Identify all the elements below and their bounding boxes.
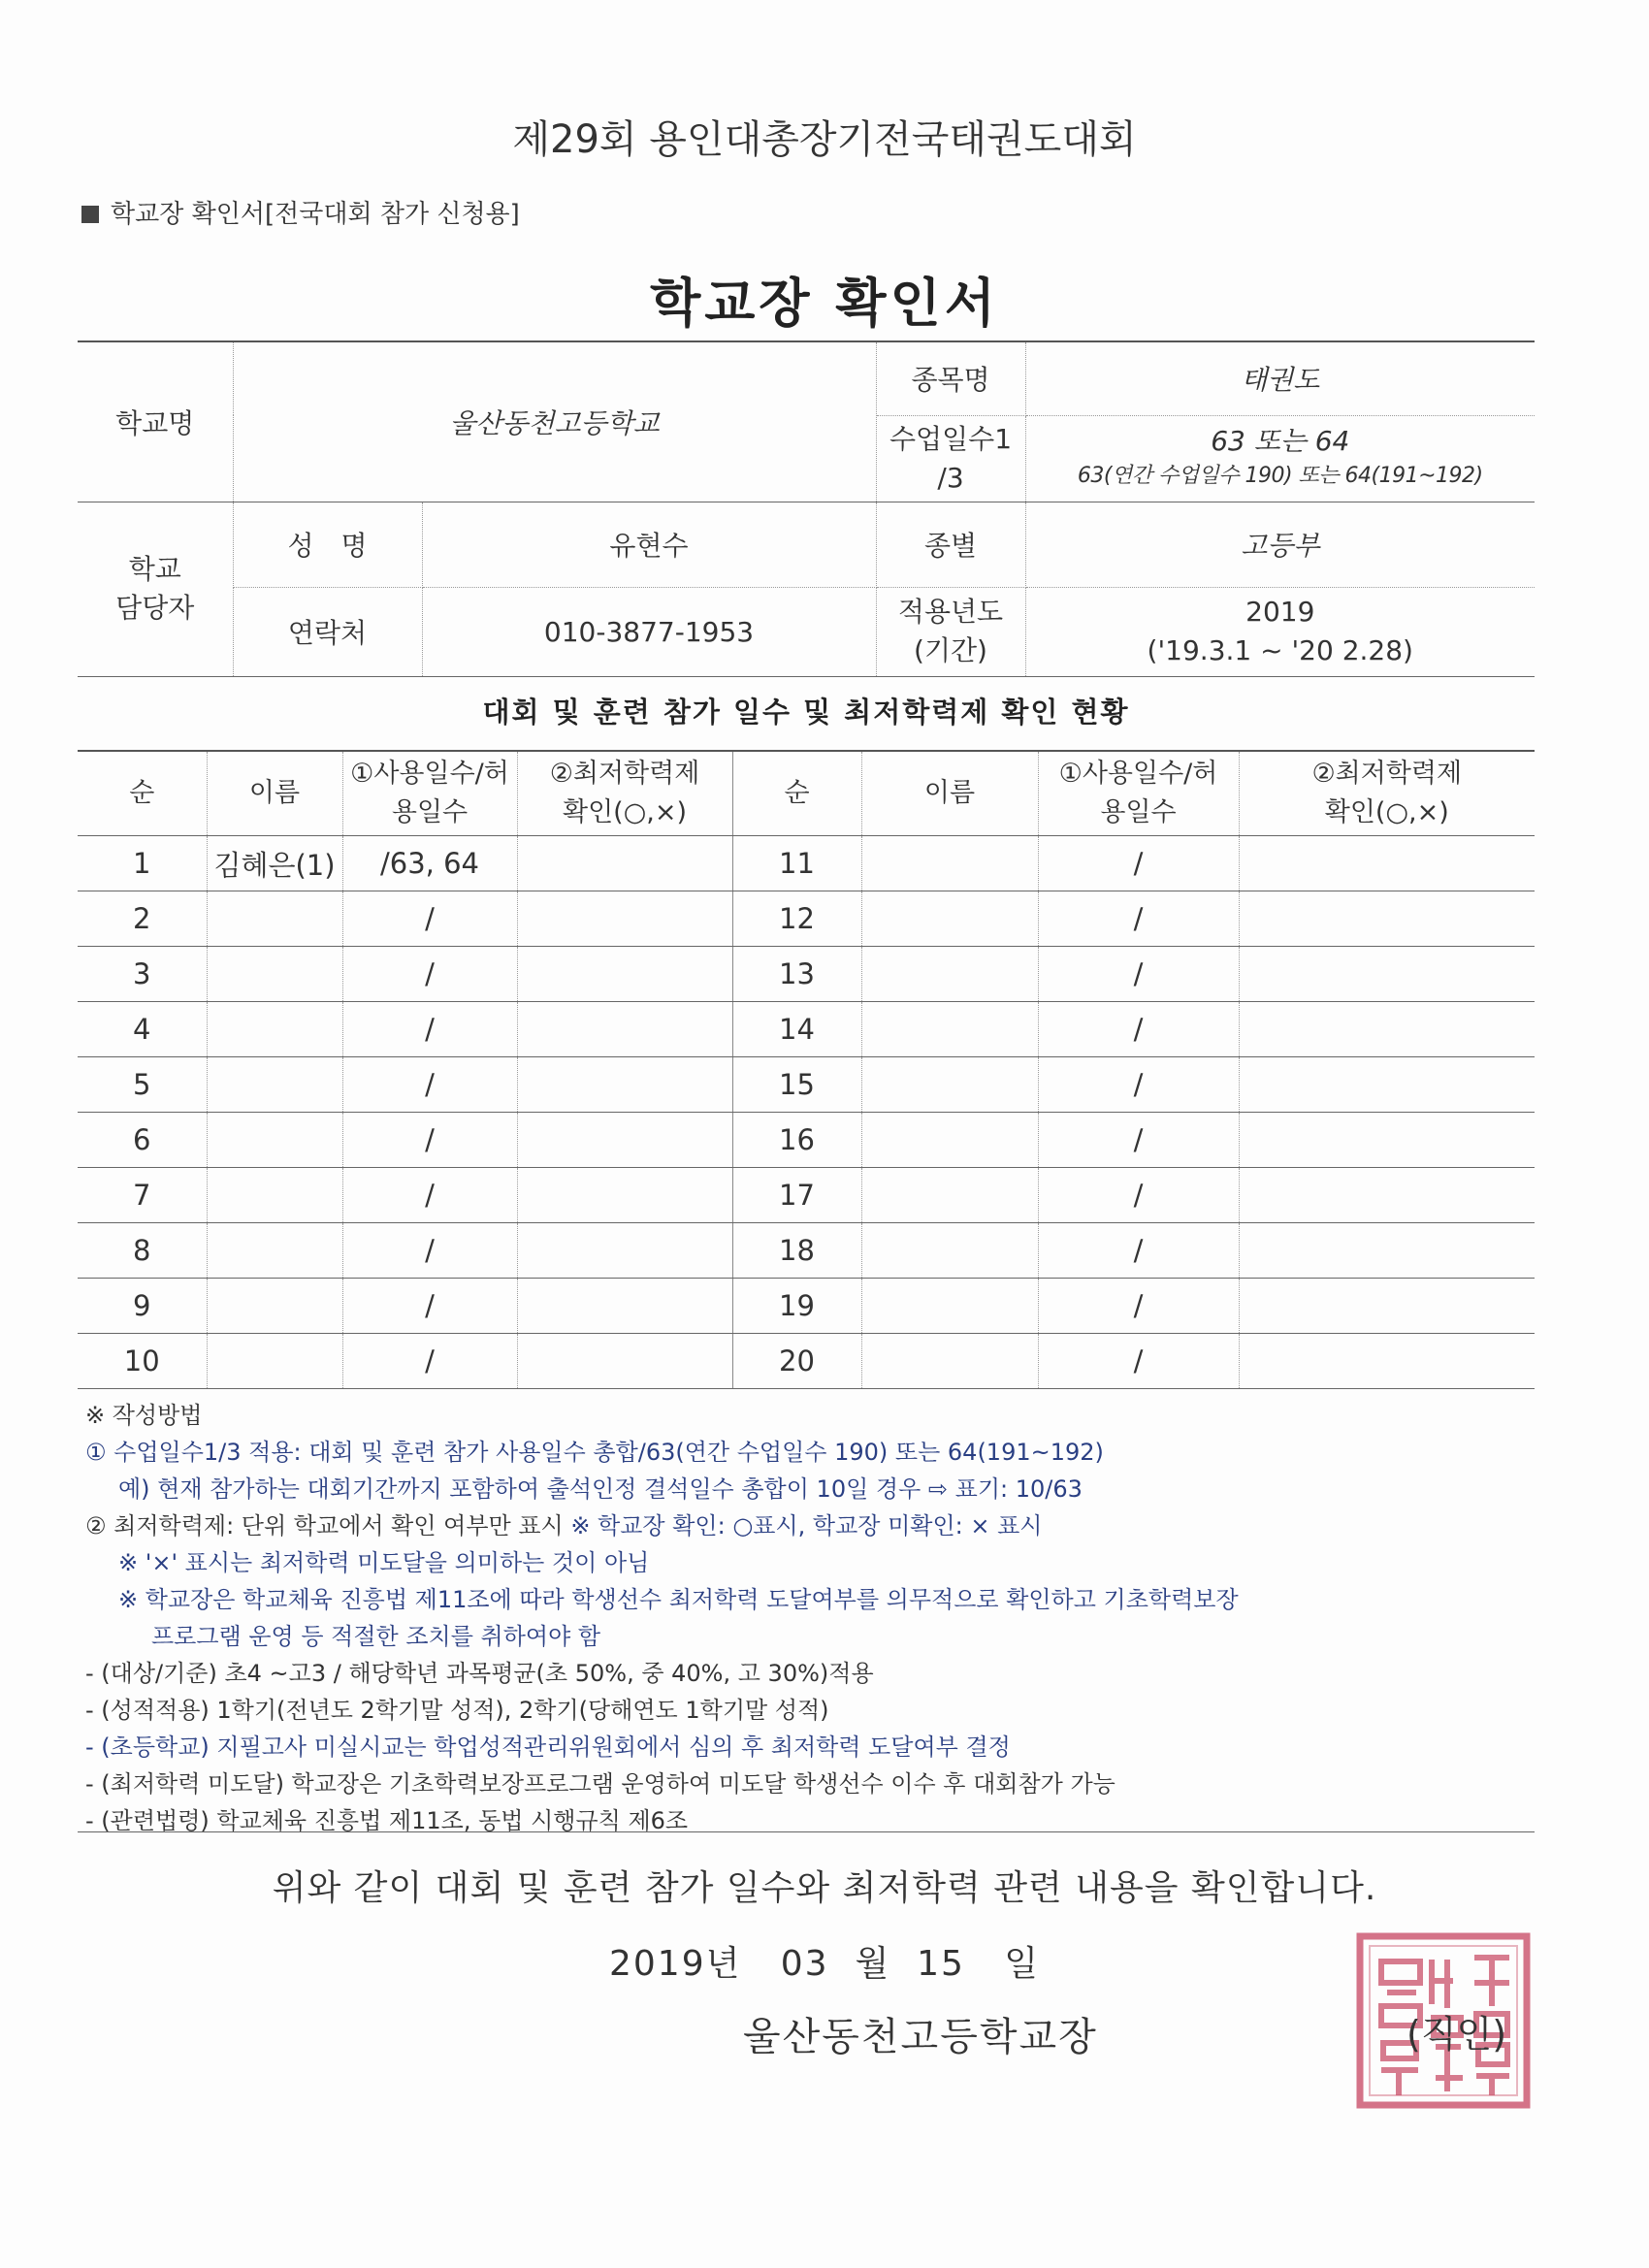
class-days-label-line1: 수업일수1 <box>889 422 1013 455</box>
info-table <box>78 340 1535 677</box>
contact-label: 연락처 <box>233 587 422 676</box>
row-days-left: / <box>342 1002 517 1057</box>
row-name-left <box>207 1223 342 1279</box>
row-no-right: 13 <box>732 947 861 1002</box>
row-days-right: / <box>1038 1113 1239 1168</box>
row-days-left: / <box>342 1168 517 1223</box>
row-days-right: / <box>1038 1223 1239 1279</box>
applied-year-label <box>876 587 1025 676</box>
note-grades: - (성적적용) 1학기(전년도 2학기말 성적), 2학기(당해연도 1학기말 성적) <box>85 1697 829 1724</box>
row-check-right <box>1239 947 1535 1002</box>
manager-label <box>78 502 233 676</box>
manager-label-line1: 학교 <box>128 553 181 585</box>
table-header-row <box>78 751 1535 836</box>
class-days-label <box>876 415 1025 502</box>
division-value: 고등부 <box>1025 502 1535 587</box>
row-name-right <box>861 891 1038 947</box>
row-days-left: / <box>342 947 517 1002</box>
row-no-right: 19 <box>732 1279 861 1334</box>
table-row <box>78 947 1535 1002</box>
row-check-left <box>517 1279 732 1334</box>
square-bullet-icon <box>81 206 99 223</box>
row-days-left: / <box>342 1334 517 1389</box>
row-check-right <box>1239 891 1535 947</box>
row-days-right: / <box>1038 1334 1239 1389</box>
date-month-label: 월 <box>855 1944 891 1984</box>
table-row <box>78 1334 1535 1389</box>
row-days-right: / <box>1038 891 1239 947</box>
header-no-left: 순 <box>78 751 207 836</box>
row-name-right <box>861 1334 1038 1389</box>
date-month-num: 03 <box>780 1944 829 1984</box>
row-no-left: 9 <box>78 1279 207 1334</box>
subheading-text: 학교장 확인서[전국대회 참가 신청용] <box>111 200 520 229</box>
table-row <box>78 1002 1535 1057</box>
school-label: 학교명 <box>78 341 233 502</box>
sport-value: 태권도 <box>1025 341 1535 415</box>
header-check-left-line1: ②최저학력제 <box>549 759 700 789</box>
row-name-left <box>207 1002 342 1057</box>
row-no-left: 4 <box>78 1002 207 1057</box>
row-check-left <box>517 1057 732 1113</box>
note-target: - (대상/기준) 초4 ~고3 / 해당학년 과목평균(초 50%, 중 40%, 고 30%)적용 <box>85 1660 874 1687</box>
row-check-left <box>517 891 732 947</box>
row-days-right: / <box>1038 1057 1239 1113</box>
school-name: 울산동천고등학교 <box>233 341 876 502</box>
row-no-right: 20 <box>732 1334 861 1389</box>
header-name-right: 이름 <box>861 751 1038 836</box>
row-name-left <box>207 947 342 1002</box>
row-days-left: / <box>342 891 517 947</box>
note-class-days: ① 수업일수1/3 적용: 대회 및 훈련 참가 사용일수 총합/63(연간 수업일수 190) 또는 64(191~192) <box>85 1439 1104 1466</box>
table-row <box>78 1168 1535 1223</box>
row-name-left <box>207 1168 342 1223</box>
row-name-left <box>207 1279 342 1334</box>
header-check-left-line2: 확인(○,×) <box>563 797 687 827</box>
row-name-left: 김혜은(1) <box>207 836 342 891</box>
row-days-right: / <box>1038 1002 1239 1057</box>
manager-name-value: 유현수 <box>422 502 876 587</box>
row-days-left: / <box>342 1113 517 1168</box>
date-year: 2019년 <box>609 1944 742 1984</box>
row-days-left: /63, 64 <box>342 836 517 891</box>
principal-name: 울산동천고등학교장 <box>743 2015 1098 2059</box>
row-no-left: 5 <box>78 1057 207 1113</box>
participation-table <box>78 750 1535 1389</box>
note-principal-duty: ※ 학교장은 학교체육 진흥법 제11조에 따라 학생선수 최저학력 도달여부를 의무적으로 확인하고 기초학력보장 <box>118 1586 1239 1613</box>
row-days-right: / <box>1038 836 1239 891</box>
applied-year-label-line1: 적용년도 <box>897 596 1004 628</box>
official-seal-mark: (직인) <box>1406 2013 1507 2056</box>
row-no-left: 6 <box>78 1113 207 1168</box>
row-check-right <box>1239 1113 1535 1168</box>
note-laws: - (관련법령) 학교체육 진흥법 제11조, 동법 시행규칙 제6조 <box>85 1807 689 1834</box>
row-no-right: 17 <box>732 1168 861 1223</box>
row-check-right <box>1239 1002 1535 1057</box>
row-check-right <box>1239 1279 1535 1334</box>
document-title: 학교장 확인서 <box>650 273 999 334</box>
row-check-right <box>1239 836 1535 891</box>
header-check-right <box>1239 751 1535 836</box>
table-row <box>78 891 1535 947</box>
class-days-label-line2: /3 <box>937 461 964 494</box>
row-no-left: 10 <box>78 1334 207 1389</box>
row-check-right <box>1239 1168 1535 1223</box>
applied-year-value <box>1025 587 1535 676</box>
applied-year-label-line2: (기간) <box>914 634 987 666</box>
confirmation-statement: 위와 같이 대회 및 훈련 참가 일수와 최저학력 관련 내용을 확인합니다. <box>272 1868 1377 1908</box>
header-days-left-line1: ①사용일수/허 <box>350 759 509 789</box>
row-name-right <box>861 1223 1038 1279</box>
date-day-num: 15 <box>917 1944 965 1984</box>
row-no-right: 12 <box>732 891 861 947</box>
header-no-right: 순 <box>732 751 861 836</box>
header-days-right-line1: ①사용일수/허 <box>1058 759 1218 789</box>
row-no-left: 8 <box>78 1223 207 1279</box>
header-name-left: 이름 <box>207 751 342 836</box>
header-check-right-line1: ②최저학력제 <box>1311 759 1463 789</box>
row-check-right <box>1239 1057 1535 1113</box>
row-no-right: 16 <box>732 1113 861 1168</box>
notes-divider <box>78 1831 1535 1832</box>
notes-heading: ※ 작성방법 <box>85 1402 203 1429</box>
event-title: 제29회 용인대총장기전국태권도대회 <box>512 117 1137 162</box>
table-row <box>78 1223 1535 1279</box>
row-check-left <box>517 947 732 1002</box>
manager-name-label: 성 명 <box>233 502 422 587</box>
table-row <box>78 1113 1535 1168</box>
applied-year-value-line1: 2019 <box>1245 596 1315 628</box>
row-days-right: / <box>1038 947 1239 1002</box>
class-days-value-line1: 63 또는 64 <box>1211 424 1350 457</box>
form-subheading <box>81 194 520 230</box>
row-name-right <box>861 1279 1038 1334</box>
row-name-right <box>861 947 1038 1002</box>
manager-label-line2: 담당자 <box>115 592 195 624</box>
table-row <box>78 1057 1535 1113</box>
note-elementary: - (초등학교) 지필고사 미실시교는 학업성적관리위원회에서 심의 후 최저학력 도달여부 결정 <box>85 1733 1011 1761</box>
row-name-left <box>207 1334 342 1389</box>
row-no-left: 1 <box>78 836 207 891</box>
note-principal-duty-cont: 프로그램 운영 등 적절한 조치를 취하여야 함 <box>151 1623 601 1650</box>
row-name-left <box>207 891 342 947</box>
row-name-right <box>861 836 1038 891</box>
note-not-reached: - (최저학력 미도달) 학교장은 기초학력보장프로그램 운영하여 미도달 학생선수 이수 후 대회참가 가능 <box>85 1770 1116 1798</box>
note-x-meaning: ※ '×' 표시는 최저학력 미도달을 의미하는 것이 아님 <box>118 1549 650 1576</box>
row-check-left <box>517 1223 732 1279</box>
row-check-left <box>517 1002 732 1057</box>
row-name-left <box>207 1057 342 1113</box>
header-days-left-line2: 용일수 <box>391 797 469 827</box>
row-name-right <box>861 1168 1038 1223</box>
class-days-value-line2: 63(연간 수업일수 190) 또는 64(191~192) <box>1077 463 1483 488</box>
note-min-academic <box>85 1507 1560 1544</box>
row-check-left <box>517 836 732 891</box>
writing-instructions <box>85 1397 1560 1839</box>
header-days-right-line2: 용일수 <box>1100 797 1177 827</box>
contact-value: 010-3877-1953 <box>422 587 876 676</box>
row-name-right <box>861 1002 1038 1057</box>
row-days-left: / <box>342 1057 517 1113</box>
row-check-left <box>517 1168 732 1223</box>
applied-year-value-line2: ('19.3.1 ~ '20 2.28) <box>1147 634 1413 666</box>
row-no-right: 14 <box>732 1002 861 1057</box>
header-days-right <box>1038 751 1239 836</box>
row-name-right <box>861 1113 1038 1168</box>
row-check-left <box>517 1113 732 1168</box>
row-check-left <box>517 1334 732 1389</box>
note-principal-mark: ※ 학교장 확인: ○표시, 학교장 미확인: × 표시 <box>570 1512 1043 1539</box>
note-min-academic-text: ② 최저학력제: 단위 학교에서 확인 여부만 표시 <box>85 1512 571 1539</box>
header-check-left <box>517 751 732 836</box>
division-label: 종별 <box>876 502 1025 587</box>
header-check-right-line2: 확인(○,×) <box>1324 797 1449 827</box>
row-no-right: 18 <box>732 1223 861 1279</box>
table-row <box>78 1279 1535 1334</box>
row-check-right <box>1239 1334 1535 1389</box>
row-days-left: / <box>342 1223 517 1279</box>
table-row <box>78 836 1535 891</box>
header-days-left <box>342 751 517 836</box>
row-no-right: 15 <box>732 1057 861 1113</box>
row-days-left: / <box>342 1279 517 1334</box>
row-name-right <box>861 1057 1038 1113</box>
row-no-left: 3 <box>78 947 207 1002</box>
sport-label: 종목명 <box>876 341 1025 415</box>
row-check-right <box>1239 1223 1535 1279</box>
row-name-left <box>207 1113 342 1168</box>
row-days-right: / <box>1038 1168 1239 1223</box>
row-no-right: 11 <box>732 836 861 891</box>
class-days-value <box>1025 415 1535 502</box>
row-days-right: / <box>1038 1279 1239 1334</box>
document-date <box>609 1936 1040 1986</box>
row-no-left: 2 <box>78 891 207 947</box>
section-caption: 대회 및 훈련 참가 일수 및 최저학력제 확인 현황 <box>482 696 1130 729</box>
participation-table-body <box>78 751 1535 1389</box>
note-class-days-example: 예) 현재 참가하는 대회기간까지 포함하여 출석인정 결석일수 총합이 10일 경우 ⇨ 표기: 10/63 <box>118 1475 1083 1503</box>
date-day-label: 일 <box>1004 1944 1041 1984</box>
row-no-left: 7 <box>78 1168 207 1223</box>
